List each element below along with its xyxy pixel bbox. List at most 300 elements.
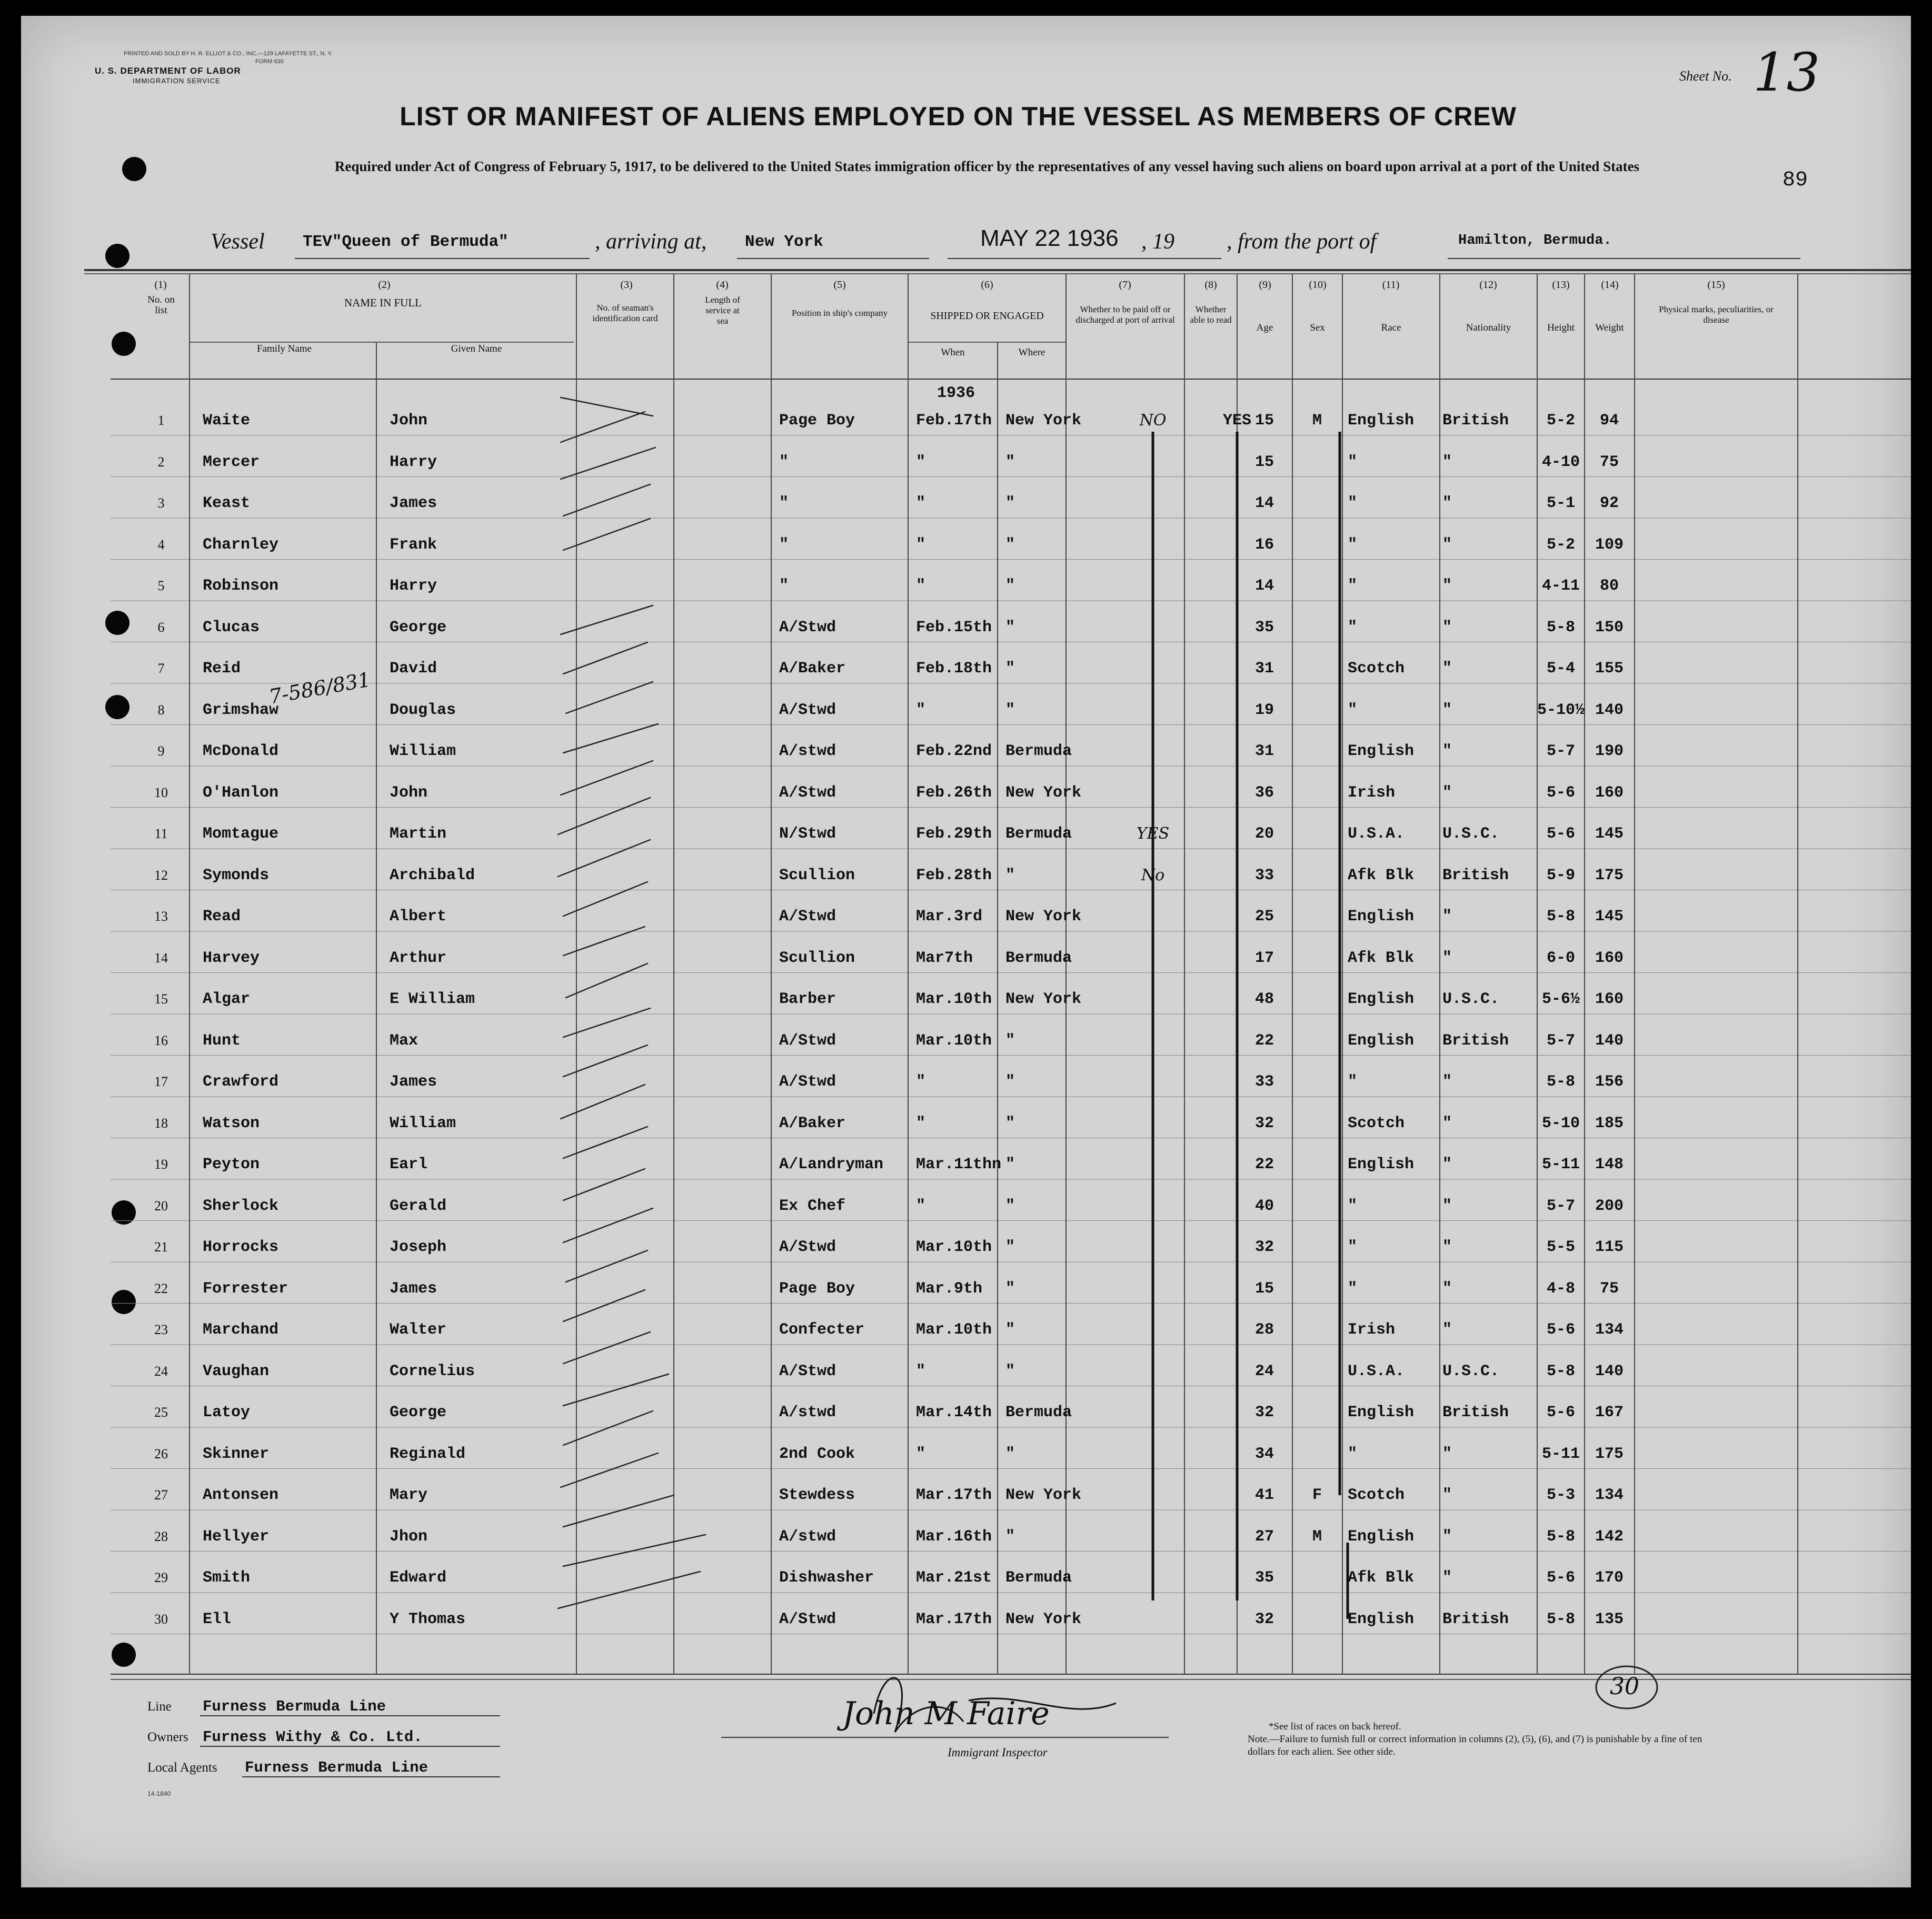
age-cell: 22: [1254, 1156, 1274, 1174]
row-number: 8: [157, 702, 165, 718]
height-cell: 5-7: [1546, 742, 1575, 760]
col-number: (3): [620, 279, 633, 291]
col-number: (7): [1119, 279, 1131, 291]
family-name-cell: Crawford: [203, 1073, 279, 1091]
weight-cell: 140: [1595, 1362, 1624, 1380]
shipped-where-cell: ": [1005, 535, 1015, 554]
family-name-cell: Marchand: [203, 1321, 279, 1339]
shipped-where-cell: ": [1005, 1156, 1015, 1174]
agents-value: Furness Bermuda Line: [245, 1759, 429, 1776]
shipped-when-cell: Feb.28th: [916, 866, 992, 884]
shipped-when-cell: ": [916, 577, 926, 595]
given-name-cell: Arthur: [390, 949, 447, 967]
service: IMMIGRATION SERVICE: [133, 77, 221, 85]
age-cell: 40: [1254, 1197, 1274, 1215]
sheet-label: Sheet No.: [1679, 68, 1732, 84]
row-number: 12: [154, 867, 168, 883]
nationality-cell: ": [1442, 742, 1452, 760]
given-name-cell: John: [390, 783, 428, 802]
position-cell: Confecter: [779, 1321, 865, 1339]
height-cell: 5-10½: [1537, 701, 1585, 719]
position-cell: A/stwd: [779, 742, 836, 760]
height-cell: 5-9: [1546, 866, 1575, 884]
row-number: 30: [154, 1611, 168, 1627]
row-number: 20: [154, 1198, 168, 1214]
date-stamp: MAY 22 1936: [980, 225, 1119, 251]
height-cell: 5-8: [1546, 1610, 1575, 1628]
age-cell: 41: [1254, 1486, 1274, 1504]
race-cell: English: [1348, 908, 1415, 926]
given-name-cell: Harry: [390, 577, 437, 595]
given-name-cell: Martin: [390, 825, 447, 843]
weight-cell: 75: [1599, 453, 1619, 471]
family-name-cell: Sherlock: [203, 1197, 279, 1215]
height-cell: 5-5: [1546, 1238, 1575, 1256]
shipped-when-cell: Feb.15th: [916, 618, 992, 637]
shipped-when-cell: Mar.10th: [916, 1321, 992, 1339]
nationality-cell: ": [1442, 618, 1452, 637]
shipped-where-cell: ": [1005, 1031, 1015, 1050]
shipped-where-cell: New York: [1005, 783, 1082, 802]
row-number: 6: [157, 619, 165, 635]
shipped-when-cell: Mar.21st: [916, 1569, 992, 1587]
nationality-cell: ": [1442, 1486, 1452, 1504]
position-cell: Dishwasher: [779, 1569, 874, 1587]
shipped-when-cell: Mar.9th: [916, 1279, 983, 1298]
nationality-cell: ": [1442, 783, 1452, 802]
race-cell: Scotch: [1348, 1114, 1405, 1132]
given-name-cell: Mary: [390, 1486, 428, 1504]
nationality-cell: ": [1442, 660, 1452, 678]
given-name-cell: William: [390, 742, 456, 760]
shipped-where-cell: ": [1005, 1238, 1015, 1256]
shipped-where-cell: New York: [1005, 990, 1082, 1008]
row-number: 4: [157, 536, 165, 552]
race-cell: Irish: [1348, 783, 1396, 802]
given-name-cell: George: [390, 1404, 447, 1421]
inspector-label: Immigrant Inspector: [948, 1746, 1048, 1759]
shipped-where-cell: New York: [1005, 412, 1082, 430]
weight-cell: 142: [1595, 1527, 1624, 1546]
weight-cell: 148: [1595, 1156, 1624, 1174]
age-cell: 25: [1254, 908, 1274, 926]
shipped-where-cell: ": [1005, 1527, 1015, 1546]
nationality-cell: ": [1442, 1114, 1452, 1132]
weight-cell: 155: [1595, 660, 1624, 678]
family-name-cell: Hunt: [203, 1031, 241, 1050]
department: U. S. DEPARTMENT OF LABOR: [95, 66, 241, 76]
height-cell: 6-0: [1546, 949, 1575, 967]
shipped-when-cell: ": [916, 535, 926, 554]
position-cell: A/stwd: [779, 1527, 836, 1546]
owners-label: Owners: [147, 1730, 188, 1744]
position-cell: ": [779, 535, 789, 554]
height-cell: 5-2: [1546, 412, 1575, 430]
nationality-cell: ": [1442, 577, 1452, 595]
row-number: 5: [157, 578, 165, 593]
shipped-when-cell: Mar.3rd: [916, 908, 983, 926]
nationality-cell: ": [1442, 949, 1452, 967]
owners-value: Furness Withy & Co. Ltd.: [203, 1728, 423, 1746]
race-cell: ": [1348, 1073, 1358, 1091]
family-name-cell: Skinner: [203, 1445, 270, 1463]
position-cell: A/Stwd: [779, 783, 836, 802]
weight-cell: 134: [1595, 1486, 1624, 1504]
height-cell: 5-7: [1546, 1197, 1575, 1215]
shipped-when-cell: Mar.14th: [916, 1404, 992, 1421]
shipped-when-cell: Mar.10th: [916, 1031, 992, 1050]
given-name-cell: E William: [390, 990, 475, 1008]
header-given-name: Given Name: [451, 343, 502, 354]
col-number: (10): [1309, 279, 1327, 291]
printer-line: PRINTED AND SOLD BY H. R. ELLIOT & CO., INC.—129 LAFAYETTE ST., N. Y.: [124, 51, 333, 57]
weight-cell: 160: [1595, 783, 1624, 802]
height-cell: 5-3: [1546, 1486, 1575, 1504]
given-name-cell: Archibald: [390, 866, 475, 884]
vessel-label: Vessel: [211, 230, 265, 254]
position-cell: Ex Chef: [779, 1197, 846, 1215]
age-cell: 32: [1254, 1238, 1274, 1256]
given-name-cell: George: [390, 618, 447, 637]
form-code: 14-1840: [147, 1790, 171, 1797]
row-number: 29: [154, 1570, 168, 1585]
row-number: 13: [154, 909, 168, 924]
weight-cell: 140: [1595, 1031, 1624, 1050]
race-cell: Afk Blk: [1348, 1569, 1415, 1587]
paid-off-cell: YES: [1136, 824, 1170, 843]
shipped-when-cell: Feb.17th: [916, 412, 992, 430]
shipped-where-cell: Bermuda: [1005, 1404, 1072, 1421]
row-number: 23: [154, 1322, 168, 1337]
nationality-cell: ": [1442, 701, 1452, 719]
given-name-cell: Harry: [390, 453, 437, 471]
row-number: 15: [154, 991, 168, 1007]
row-number: 18: [154, 1115, 168, 1131]
age-cell: 17: [1254, 949, 1274, 967]
col-number: (9): [1259, 279, 1271, 291]
height-cell: 5-6: [1546, 1569, 1575, 1587]
shipped-when-cell: Feb.26th: [916, 783, 992, 802]
given-name-cell: John: [390, 412, 428, 430]
age-cell: 33: [1254, 866, 1274, 884]
weight-cell: 92: [1599, 494, 1619, 512]
family-name-cell: Peyton: [203, 1156, 260, 1174]
height-cell: 5-2: [1546, 535, 1575, 554]
weight-cell: 115: [1595, 1238, 1624, 1256]
nationality-cell: ": [1442, 1321, 1452, 1339]
weight-cell: 134: [1595, 1321, 1624, 1339]
age-cell: 33: [1254, 1073, 1274, 1091]
arriving-label: , arriving at,: [595, 230, 707, 254]
header-race: Race: [1381, 322, 1401, 333]
nationality-cell: ": [1442, 453, 1452, 471]
shipped-when-cell: ": [916, 1445, 926, 1463]
family-name-cell: Horrocks: [203, 1238, 279, 1256]
weight-cell: 150: [1595, 618, 1624, 637]
given-name-cell: Cornelius: [390, 1362, 475, 1380]
agents-label: Local Agents: [147, 1761, 217, 1775]
shipped-when-cell: ": [916, 494, 926, 512]
age-cell: 32: [1254, 1610, 1274, 1628]
header-name-in-full: NAME IN FULL: [344, 296, 422, 309]
family-name-cell: Symonds: [203, 866, 270, 884]
weight-cell: 167: [1595, 1404, 1624, 1421]
race-cell: Scotch: [1348, 1486, 1405, 1504]
weight-cell: 200: [1595, 1197, 1624, 1215]
position-cell: ": [779, 494, 789, 512]
shipped-when-cell: ": [916, 453, 926, 471]
shipped-where-cell: ": [1005, 1197, 1015, 1215]
shipped-when-cell: Mar.17th: [916, 1610, 992, 1628]
height-cell: 4-10: [1541, 453, 1580, 471]
header-when: When: [941, 347, 965, 358]
nationality-cell: ": [1442, 1156, 1452, 1174]
height-cell: 5-6½: [1541, 990, 1580, 1008]
weight-cell: 80: [1599, 577, 1619, 595]
page-subtitle: Required under Act of Congress of February 5, 1917, to be delivered to the United States immigration officer by the representatives of any vessel having such aliens on board upon arrival at a port of the United States: [334, 158, 1640, 174]
year-label: , 19: [1141, 230, 1174, 254]
nationality-cell: ": [1442, 1238, 1452, 1256]
shipped-where-cell: Bermuda: [1005, 1569, 1072, 1587]
age-cell: 19: [1254, 701, 1274, 719]
age-cell: 15: [1254, 412, 1274, 430]
arrival-port: New York: [745, 233, 823, 251]
row-number: 17: [154, 1074, 168, 1089]
row-number: 27: [154, 1487, 168, 1503]
shipped-when-cell: Mar.10th: [916, 990, 992, 1008]
shipped-where-cell: New York: [1005, 1610, 1082, 1628]
shipped-when-cell: Mar.10th: [916, 1238, 992, 1256]
shipped-where-cell: ": [1005, 1279, 1015, 1298]
shipped-when-cell: Feb.18th: [916, 660, 992, 678]
height-cell: 5-11: [1541, 1156, 1580, 1174]
shipped-when-cell: Mar.11thn: [916, 1156, 1002, 1174]
shipped-when-cell: Mar.17th: [916, 1486, 992, 1504]
row-number: 19: [154, 1157, 168, 1172]
position-cell: A/Stwd: [779, 1362, 836, 1380]
age-cell: 32: [1254, 1404, 1274, 1421]
position-cell: A/Landryman: [779, 1156, 884, 1174]
age-cell: 31: [1254, 660, 1274, 678]
race-cell: ": [1348, 1445, 1358, 1463]
col-number: (1): [154, 279, 167, 291]
paid-off-cell: NO: [1139, 411, 1167, 430]
position-cell: 2nd Cook: [779, 1445, 855, 1463]
shipped-where-cell: New York: [1005, 1486, 1082, 1504]
header-height: Height: [1547, 322, 1575, 333]
family-name-cell: Robinson: [203, 577, 279, 595]
given-name-cell: James: [390, 1279, 437, 1298]
manifest-page: [21, 16, 1911, 1887]
age-cell: 22: [1254, 1031, 1274, 1050]
col-number: (15): [1707, 279, 1725, 291]
position-cell: A/Stwd: [779, 1031, 836, 1050]
nationality-cell: ": [1442, 535, 1452, 554]
family-name-cell: Vaughan: [203, 1362, 270, 1380]
race-cell: U.S.A.: [1348, 1362, 1405, 1380]
nationality-cell: ": [1442, 494, 1452, 512]
position-cell: A/Stwd: [779, 1238, 836, 1256]
position-cell: Scullion: [779, 949, 855, 967]
weight-cell: 156: [1595, 1073, 1624, 1091]
family-name-cell: Hellyer: [203, 1527, 270, 1546]
col-number: (5): [833, 279, 846, 291]
weight-cell: 145: [1595, 908, 1624, 926]
col-number: (8): [1204, 279, 1217, 291]
height-cell: 5-8: [1546, 1527, 1575, 1546]
position-cell: Stewdess: [779, 1486, 855, 1504]
family-name-cell: Reid: [203, 660, 241, 678]
nationality-cell: ": [1442, 1569, 1452, 1587]
race-cell: English: [1348, 1527, 1415, 1546]
race-cell: Afk Blk: [1348, 949, 1415, 967]
row-number: 14: [154, 950, 168, 966]
shipped-when-cell: Feb.29th: [916, 825, 992, 843]
height-cell: 5-8: [1546, 618, 1575, 637]
race-cell: ": [1348, 1279, 1358, 1298]
race-cell: English: [1348, 742, 1415, 760]
position-cell: Barber: [779, 990, 836, 1008]
nationality-cell: U.S.C.: [1442, 825, 1500, 843]
nationality-cell: ": [1442, 908, 1452, 926]
header-no-on-list: No. on list: [147, 294, 175, 316]
weight-cell: 170: [1595, 1569, 1624, 1587]
sex-cell: F: [1312, 1486, 1322, 1504]
race-note: *See list of races on back hereof.: [1269, 1721, 1401, 1732]
row-number: 21: [154, 1239, 168, 1255]
nationality-cell: ": [1442, 1445, 1452, 1463]
given-name-cell: Reginald: [390, 1445, 466, 1463]
height-cell: 5-1: [1546, 494, 1575, 512]
given-name-cell: Y Thomas: [390, 1610, 466, 1628]
height-cell: 5-7: [1546, 1031, 1575, 1050]
row-number: 1: [157, 413, 165, 428]
shipped-where-cell: ": [1005, 1321, 1015, 1339]
family-name-cell: Latoy: [203, 1404, 251, 1421]
height-cell: 4-8: [1546, 1279, 1575, 1298]
from-label: , from the port of: [1227, 230, 1377, 254]
circled-count: 30: [1610, 1673, 1639, 1700]
nationality-cell: ": [1442, 1527, 1452, 1546]
height-cell: 5-11: [1541, 1445, 1580, 1463]
position-cell: A/Stwd: [779, 701, 836, 719]
paid-off-cell: No: [1141, 866, 1165, 884]
nationality-cell: U.S.C.: [1442, 990, 1500, 1008]
height-cell: 5-6: [1546, 1404, 1575, 1421]
race-cell: ": [1348, 1238, 1358, 1256]
nationality-cell: British: [1442, 412, 1509, 430]
weight-cell: 109: [1595, 535, 1624, 554]
shipped-where-cell: Bermuda: [1005, 825, 1072, 843]
family-name-cell: Mercer: [203, 453, 260, 471]
family-name-cell: Waite: [203, 412, 251, 430]
family-name-cell: Keast: [203, 494, 251, 512]
age-cell: 48: [1254, 990, 1274, 1008]
row-number: 10: [154, 784, 168, 800]
position-cell: A/Stwd: [779, 618, 836, 637]
shipped-when-cell: Mar7th: [916, 949, 973, 967]
given-name-cell: Frank: [390, 535, 437, 554]
col-number: (13): [1552, 279, 1570, 291]
col-number: (2): [378, 279, 391, 291]
sheet-number: 13: [1753, 42, 1820, 103]
height-cell: 5-4: [1546, 660, 1575, 678]
handwritten-annotation: 7-586/831: [267, 668, 373, 709]
height-cell: 5-8: [1546, 1362, 1575, 1380]
age-cell: 14: [1254, 494, 1274, 512]
shipped-when-cell: ": [916, 1114, 926, 1132]
header-shipped: SHIPPED OR ENGAGED: [930, 310, 1044, 322]
position-cell: A/stwd: [779, 1404, 836, 1421]
row-number: 3: [157, 495, 165, 511]
family-name-cell: Read: [203, 908, 241, 926]
fine-note: Note.—Failure to furnish full or correct information in columns (2), (5), (6), and (7) is punishable by a fine of ten dollars for each alien. See other side.: [1248, 1734, 1702, 1757]
given-name-cell: Max: [390, 1031, 419, 1050]
weight-cell: 94: [1599, 412, 1619, 430]
shipped-where-cell: ": [1005, 494, 1015, 512]
from-port: Hamilton, Bermuda.: [1458, 233, 1612, 248]
row-number: 25: [154, 1405, 168, 1420]
weight-cell: 190: [1595, 742, 1624, 760]
header-sex: Sex: [1310, 322, 1325, 333]
shipped-when-cell: ": [916, 1073, 926, 1091]
family-name-cell: Ell: [203, 1610, 232, 1628]
race-cell: English: [1348, 990, 1415, 1008]
nationality-cell: U.S.C.: [1442, 1362, 1500, 1380]
position-cell: N/Stwd: [779, 825, 836, 843]
family-name-cell: Smith: [203, 1569, 251, 1587]
weight-cell: 140: [1595, 701, 1624, 719]
row-number: 7: [157, 661, 165, 676]
header-age: Age: [1256, 322, 1273, 333]
row-number: 22: [154, 1280, 168, 1296]
family-name-cell: Watson: [203, 1114, 260, 1132]
col-number: (11): [1382, 279, 1400, 291]
age-cell: 20: [1254, 825, 1274, 843]
able-to-read-cell: YES: [1222, 412, 1251, 430]
race-cell: ": [1348, 535, 1358, 554]
race-cell: U.S.A.: [1348, 825, 1405, 843]
age-cell: 32: [1254, 1114, 1274, 1132]
family-name-cell: Charnley: [203, 535, 279, 554]
weight-cell: 75: [1599, 1279, 1619, 1298]
page-number: 89: [1782, 168, 1808, 192]
shipped-where-cell: ": [1005, 453, 1015, 471]
vessel-name: TEV"Queen of Bermuda": [303, 233, 509, 251]
age-cell: 28: [1254, 1321, 1274, 1339]
row-number: 11: [154, 826, 168, 841]
race-cell: ": [1348, 701, 1358, 719]
family-name-cell: Momtague: [203, 825, 279, 843]
shipped-where-cell: ": [1005, 866, 1015, 884]
header-paid-off: Whether to be paid off or discharged at port of arrival: [1075, 304, 1175, 325]
race-cell: English: [1348, 1031, 1415, 1050]
col-number: (4): [716, 279, 729, 291]
family-name-cell: Forrester: [203, 1279, 288, 1298]
family-name-cell: Clucas: [203, 618, 260, 637]
shipped-where-cell: ": [1005, 577, 1015, 595]
weight-cell: 175: [1595, 1445, 1624, 1463]
header-weight: Weight: [1595, 322, 1624, 333]
age-cell: 16: [1254, 535, 1274, 554]
weight-cell: 160: [1595, 949, 1624, 967]
age-cell: 36: [1254, 783, 1274, 802]
age-cell: 35: [1254, 1569, 1274, 1587]
shipped-where-cell: Bermuda: [1005, 949, 1072, 967]
shipped-when-cell: ": [916, 701, 926, 719]
shipped-when-cell: ": [916, 1197, 926, 1215]
race-cell: Irish: [1348, 1321, 1396, 1339]
